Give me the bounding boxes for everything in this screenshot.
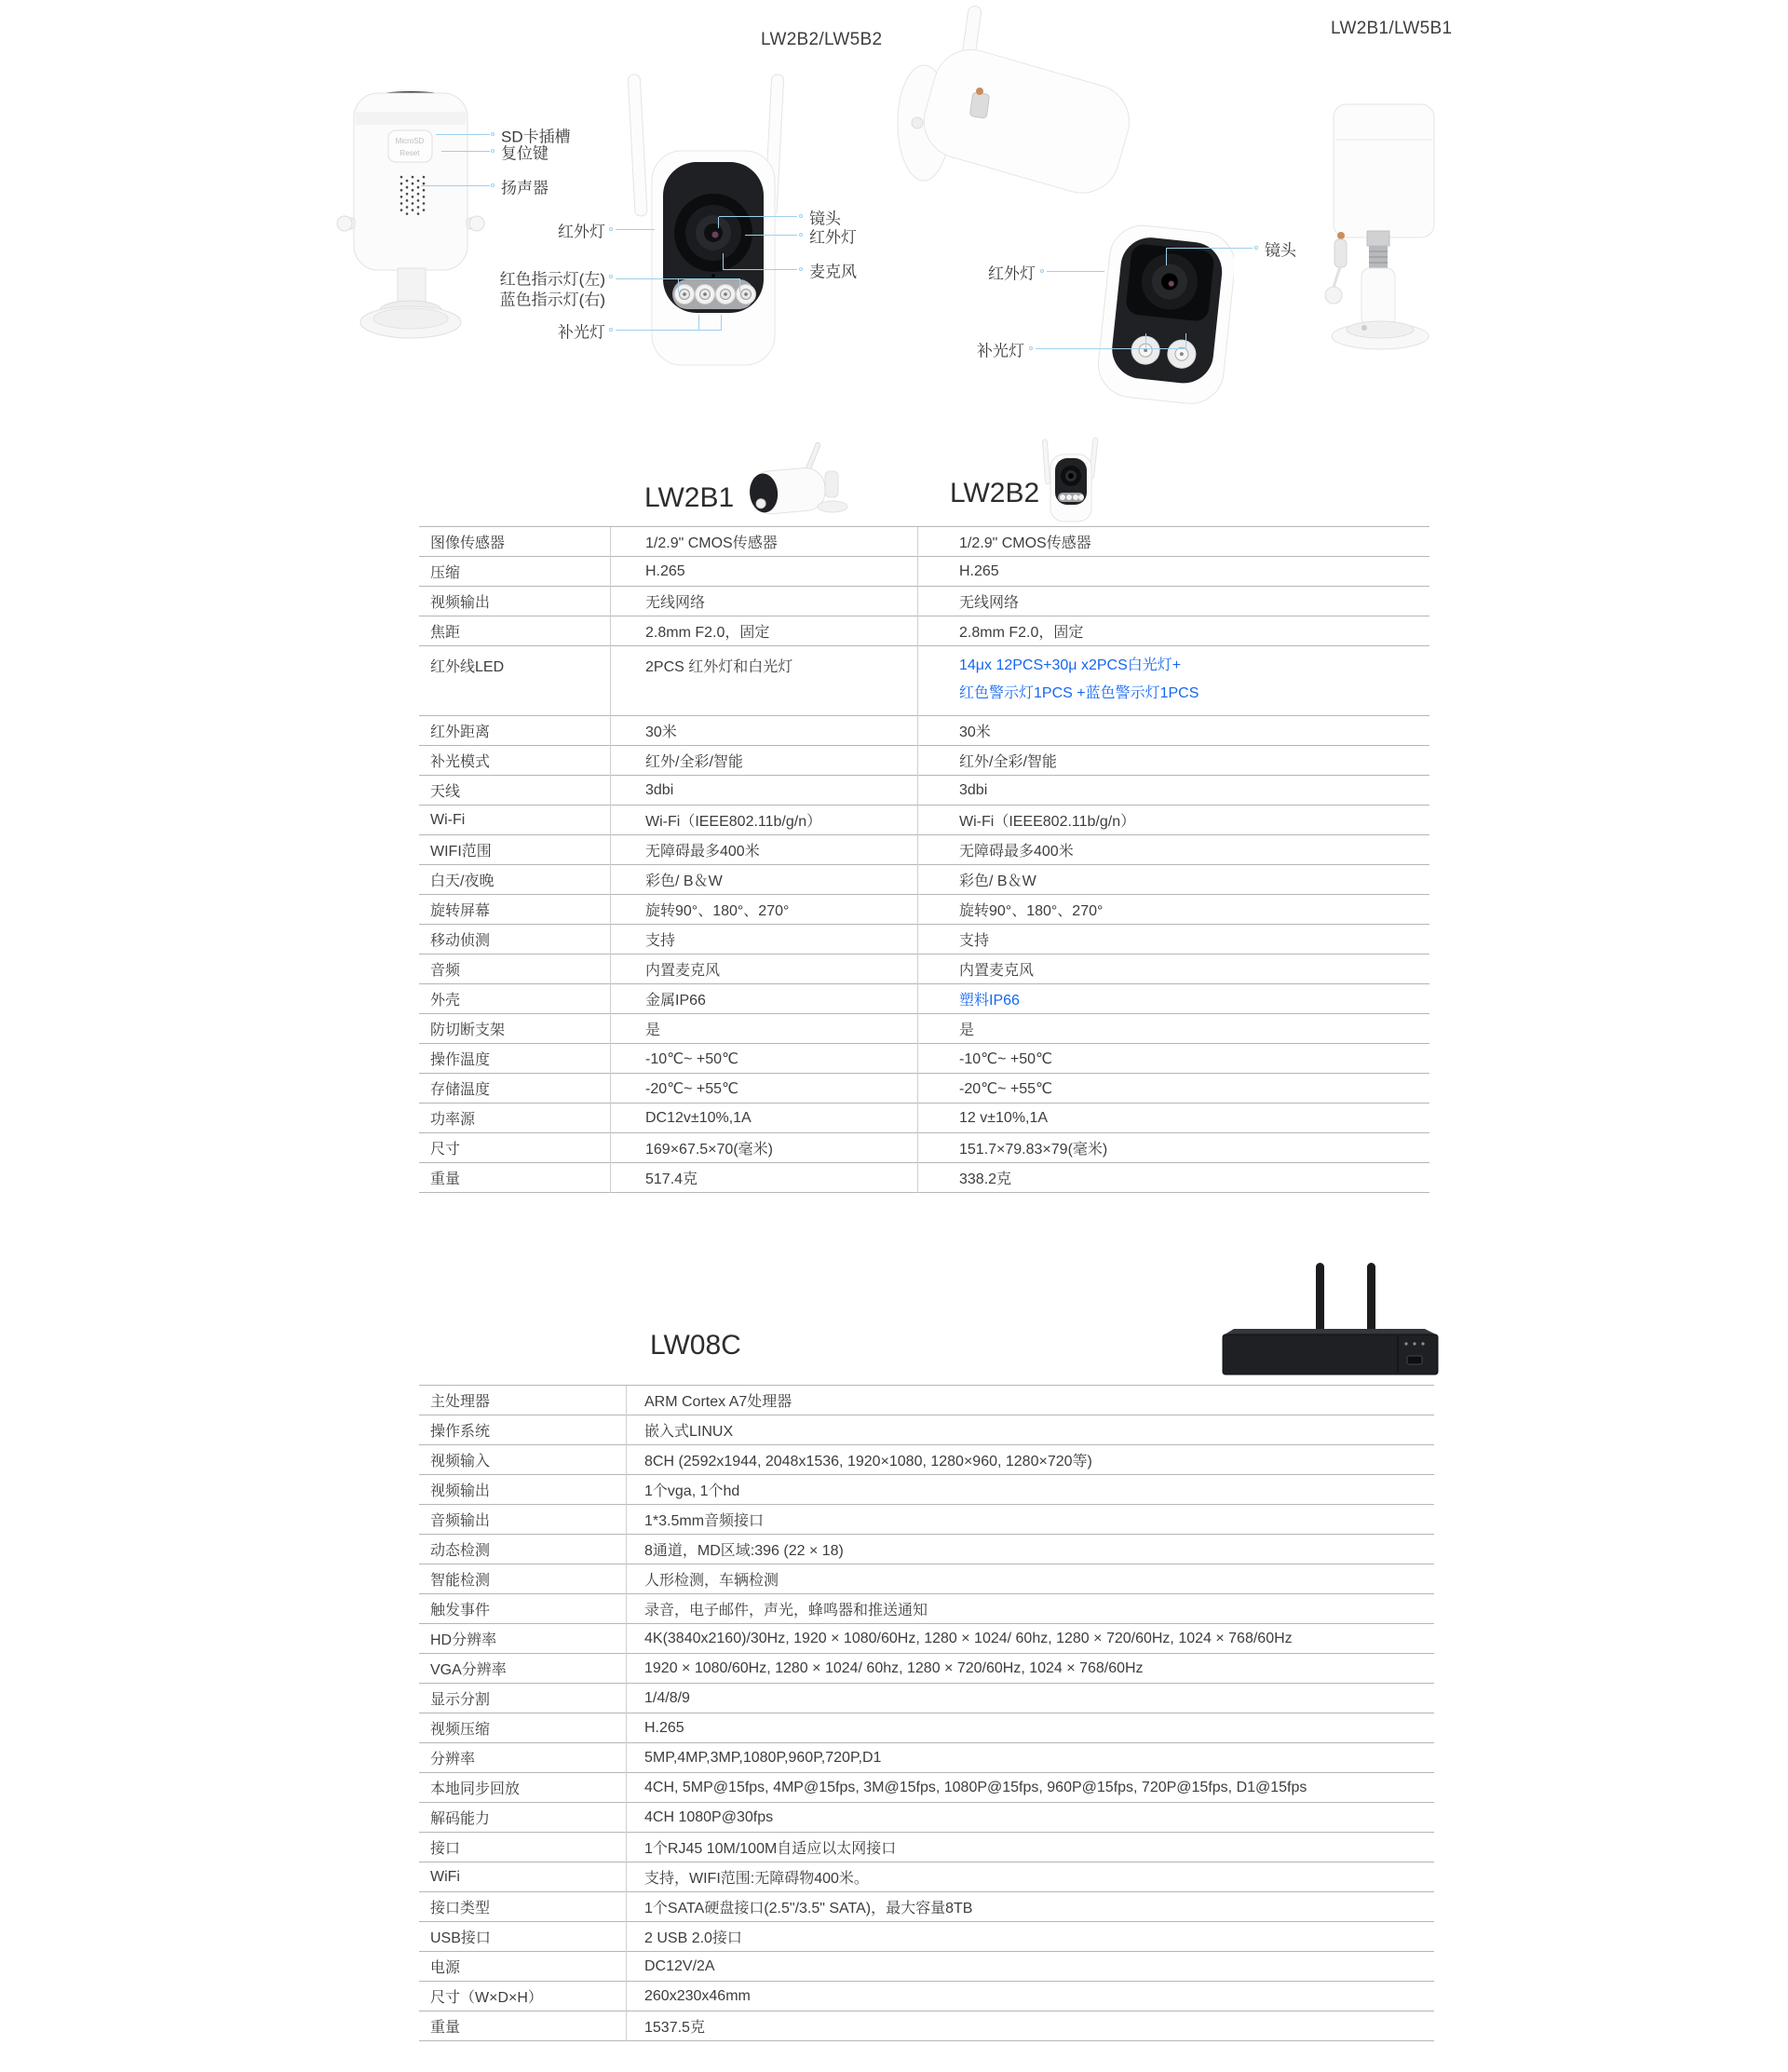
callout-fill-light-lw2b2: 补光灯	[558, 323, 605, 342]
table2-row	[419, 1654, 1434, 1684]
svg-text:Reset: Reset	[400, 149, 420, 157]
spec-label: 接口类型	[430, 1901, 491, 1916]
leader-line	[1145, 333, 1146, 349]
spec-value: 1/4/8/9	[644, 1689, 690, 1706]
spec-value-line: 红色警示灯1PCS +蓝色警示灯1PCS	[959, 685, 1199, 701]
table2-row	[419, 1892, 1434, 1922]
leader-dot	[799, 214, 803, 218]
table2-row	[419, 1713, 1434, 1743]
spec-value-lw2b2: 无线网络	[959, 595, 1020, 611]
spec-label: 视频输出	[430, 595, 491, 611]
spec-value-lw2b2: Wi-Fi（IEEE802.11b/g/n）	[959, 814, 1136, 830]
table1-row	[419, 557, 1429, 587]
spec-value-lw2b1: 金属IP66	[645, 993, 706, 1009]
spec-label: 接口	[430, 1841, 461, 1857]
spec-label: WIFI范围	[430, 844, 492, 860]
callout-lens-lw2b1: 镜头	[1265, 241, 1296, 260]
table2-row	[419, 1773, 1434, 1803]
spec-value-lw2b1: DC12v±10%,1A	[645, 1109, 752, 1126]
table1-row	[419, 646, 1429, 716]
spec-label: 主处理器	[430, 1394, 491, 1410]
spec-value-lw2b2: 12 v±10%,1A	[959, 1109, 1049, 1126]
leader-dot	[609, 227, 613, 231]
spec-label: 压缩	[430, 565, 461, 581]
spec-value: ARM Cortex A7处理器	[644, 1394, 792, 1410]
table2-row	[419, 1535, 1434, 1564]
table2-row	[419, 1803, 1434, 1833]
camera-lw2b2-front-image	[624, 73, 787, 371]
spec-value-lw2b2: 塑料IP66	[959, 993, 1020, 1009]
spec-label: 操作系统	[430, 1424, 491, 1440]
table2-row	[419, 1684, 1434, 1713]
callout-reset-key: 复位键	[501, 144, 549, 163]
leader-line	[1047, 271, 1104, 272]
table1-row	[419, 587, 1429, 616]
spec-value: 人形检测，车辆检测	[644, 1573, 779, 1589]
table2-row	[419, 1624, 1434, 1654]
callout-sd-slot: SD卡插槽	[501, 128, 571, 146]
table1-header-lw2b2: LW2B2	[950, 478, 1040, 508]
table1-thumb-lw2b2	[1036, 436, 1110, 529]
spec-value: 1个RJ45 10M/100M自适应以太网接口	[644, 1841, 897, 1857]
spec-label: 解码能力	[430, 1811, 491, 1827]
table1-row	[419, 806, 1429, 835]
table2-row	[419, 1415, 1434, 1445]
table2-row	[419, 1952, 1434, 1982]
table1-row	[419, 616, 1429, 646]
leader-line	[721, 315, 722, 331]
spec-value-lw2b2: 151.7×79.83×79(毫米)	[959, 1142, 1108, 1158]
leader-line	[1036, 348, 1186, 349]
spec-value-lw2b1: Wi-Fi（IEEE802.11b/g/n）	[645, 814, 822, 830]
spec-label: 音频输出	[430, 1513, 491, 1529]
table2-row	[419, 1833, 1434, 1862]
leader-dot	[609, 328, 613, 332]
spec-value-lw2b2: 彩色/ B＆W	[959, 873, 1036, 889]
column-divider	[626, 1386, 627, 2041]
spec-value: 4CH 1080P@30fps	[644, 1808, 774, 1825]
table2-title-lw08c: LW08C	[650, 1330, 741, 1361]
spec-value: 4K(3840x2160)/30Hz, 1920 × 1080/60Hz, 1280 × 1024/ 60hz, 1280 × 720/60Hz, 1024 × 768/60Hz	[644, 1630, 1293, 1646]
table2-row	[419, 1475, 1434, 1505]
spec-value-lw2b2: 红外/全彩/智能	[959, 754, 1057, 770]
spec-value-lw2b2: -20℃~ +55℃	[959, 1080, 1052, 1097]
leader-line	[719, 216, 797, 217]
spec-label: 红外距离	[430, 725, 491, 740]
nvr-lw08c-image	[1215, 1260, 1443, 1381]
leader-line	[1166, 248, 1253, 249]
leader-dot	[1254, 246, 1258, 250]
spec-value-lw2b1: 内置麦克风	[645, 963, 721, 979]
spec-label: 防切断支架	[430, 1022, 506, 1038]
spec-label: VGA分辨率	[430, 1662, 507, 1678]
spec-label: 焦距	[430, 625, 461, 641]
table1-row	[419, 955, 1429, 984]
spec-value: DC12V/2A	[644, 1957, 715, 1974]
callout-mic: 麦克风	[809, 263, 857, 281]
table1-header-lw2b1: LW2B1	[644, 482, 735, 513]
column-divider	[917, 527, 918, 1193]
spec-value-lw2b2: 旋转90°、180°、270°	[959, 903, 1104, 919]
spec-label: USB接口	[430, 1930, 491, 1946]
spec-value-lw2b2: 1/2.9" CMOS传感器	[959, 535, 1091, 551]
camera-back-view-image	[331, 84, 489, 354]
leader-line	[723, 269, 797, 270]
spec-value: 1537.5克	[644, 2020, 705, 2036]
spec-label: 存储温度	[430, 1082, 491, 1098]
spec-value-lw2b1: 2PCS 红外灯和白光灯	[645, 659, 793, 675]
spec-value: 1个SATA硬盘接口(2.5"/3.5" SATA)，最大容量8TB	[644, 1901, 973, 1916]
spec-label: 图像传感器	[430, 535, 506, 551]
leader-line	[698, 315, 699, 331]
spec-value: 2 USB 2.0接口	[644, 1930, 742, 1946]
spec-value-lw2b2: -10℃~ +50℃	[959, 1050, 1052, 1067]
table2-row	[419, 1386, 1434, 1415]
spec-value-lw2b1: 169×67.5×70(毫米)	[645, 1142, 773, 1158]
spec-label: 操作温度	[430, 1052, 491, 1068]
callout-ir-light-left: 红外灯	[558, 223, 605, 241]
spec-label: HD分辨率	[430, 1632, 497, 1648]
leader-dot	[609, 275, 613, 278]
leader-line	[616, 330, 722, 331]
leader-line	[745, 235, 797, 236]
table1-row	[419, 776, 1429, 806]
spec-value-lw2b1: 3dbi	[645, 781, 674, 798]
spec-value: 4CH, 5MP@15fps, 4MP@15fps, 3M@15fps, 1080P@15fps, 960P@15fps, 720P@15fps, D1@15fps	[644, 1779, 1307, 1795]
spec-label: WiFi	[430, 1868, 460, 1885]
spec-label: 触发事件	[430, 1603, 491, 1618]
spec-label: 视频输入	[430, 1454, 491, 1469]
spec-label: 显示分割	[430, 1692, 491, 1708]
spec-value-lw2b1: 517.4克	[645, 1171, 698, 1187]
spec-value-lw2b1: 是	[645, 1022, 661, 1038]
spec-value-lw2b1: -20℃~ +55℃	[645, 1080, 738, 1097]
spec-label: 视频压缩	[430, 1722, 491, 1738]
spec-value-lw2b1: 1/2.9" CMOS传感器	[645, 535, 778, 551]
spec-label: Wi-Fi	[430, 811, 466, 828]
table1-row	[419, 835, 1429, 865]
table2-row	[419, 1922, 1434, 1952]
spec-value: H.265	[644, 1719, 684, 1736]
table1-row	[419, 1044, 1429, 1074]
spec-value: 支持，WIFI范围:无障碍物400米。	[644, 1871, 869, 1887]
spec-label: 尺寸	[430, 1142, 461, 1158]
spec-value-lw2b1: 30米	[645, 725, 677, 740]
leader-dot	[799, 267, 803, 271]
spec-value-lw2b2	[917, 646, 1429, 715]
spec-value: 8CH (2592x1944, 2048x1536, 1920×1080, 1280×960, 1280×720等)	[644, 1454, 1092, 1469]
table1-row	[419, 984, 1429, 1014]
model-title-lw2b1: LW2B1/LW5B1	[1331, 19, 1453, 38]
table1-row	[419, 1133, 1429, 1163]
table1-row	[419, 1104, 1429, 1133]
spec-label: 天线	[430, 784, 461, 800]
spec-label: 重量	[430, 2020, 461, 2036]
spec-value: 1*3.5mm音频接口	[644, 1513, 765, 1529]
table2-row	[419, 1743, 1434, 1773]
table2-row	[419, 1982, 1434, 2011]
spec-value-lw2b2: 338.2克	[959, 1171, 1012, 1187]
spec-value: 260x230x46mm	[644, 1987, 751, 2004]
leader-dot	[1040, 269, 1044, 273]
spec-value-line: 14μx 12PCS+30μ x2PCS白光灯+	[959, 657, 1182, 673]
spec-value-lw2b1: 支持	[645, 933, 676, 949]
table1-row	[419, 527, 1429, 557]
spec-value-lw2b2: 内置麦克风	[959, 963, 1035, 979]
leader-dot	[491, 183, 494, 187]
leader-line	[616, 229, 655, 230]
callout-lens-lw2b2: 镜头	[809, 210, 841, 228]
leader-dot	[491, 132, 494, 136]
spec-value-lw2b2: 3dbi	[959, 781, 988, 798]
table2-row	[419, 1564, 1434, 1594]
spec-label: 尺寸（W×D×H）	[430, 1990, 543, 2006]
callout-red-indicator: 红色指示灯(左)	[499, 270, 605, 289]
table2-row	[419, 1862, 1434, 1892]
spec-label: 视频输出	[430, 1483, 491, 1499]
leader-line	[1166, 249, 1167, 265]
table2-row	[419, 1445, 1434, 1475]
table2-row	[419, 1505, 1434, 1535]
camera-lw2b1-front-image	[889, 0, 1234, 414]
spec-value: 1个vga, 1个hd	[644, 1483, 740, 1499]
spec-value: 录音，电子邮件，声光，蜂鸣器和推送通知	[644, 1603, 928, 1618]
spec-label: 分辨率	[430, 1752, 476, 1767]
table1-row	[419, 865, 1429, 895]
spec-value-lw2b2: 2.8mm F2.0，固定	[959, 625, 1084, 641]
leader-line	[723, 253, 724, 270]
callout-speaker: 扬声器	[501, 179, 549, 197]
table2-row	[419, 2011, 1434, 2041]
model-title-lw2b2: LW2B2/LW5B2	[761, 30, 883, 49]
spec-value-lw2b1: 红外/全彩/智能	[645, 754, 743, 770]
table2-row	[419, 1594, 1434, 1624]
spec-value-lw2b1: 2.8mm F2.0，固定	[645, 625, 770, 641]
spec-label: 红外线LED	[430, 659, 505, 675]
callout-fill-light-lw2b1: 补光灯	[977, 342, 1024, 360]
leader-line	[678, 279, 679, 292]
spec-value: 嵌入式LINUX	[644, 1424, 734, 1440]
spec-value-lw2b1: 无线网络	[645, 595, 706, 611]
svg-text:MicroSD: MicroSD	[395, 137, 425, 145]
table1-row	[419, 746, 1429, 776]
spec-table-nvr	[419, 1385, 1434, 2041]
spec-value-lw2b1: -10℃~ +50℃	[645, 1050, 738, 1067]
table1-thumb-lw2b1	[734, 440, 855, 525]
spec-label: 补光模式	[430, 754, 491, 770]
spec-label: 重量	[430, 1171, 461, 1187]
leader-line	[718, 217, 719, 228]
spec-table-cameras-rows	[419, 527, 1429, 1193]
leader-line	[739, 279, 740, 292]
table1-row	[419, 1014, 1429, 1044]
spec-table-nvr-rows	[419, 1386, 1434, 2041]
spec-value-lw2b1: 旋转90°、180°、270°	[645, 903, 790, 919]
leader-dot	[491, 149, 494, 153]
leader-line	[1185, 333, 1186, 349]
spec-label: 动态检测	[430, 1543, 491, 1559]
spec-value-lw2b2: 是	[959, 1022, 975, 1038]
callout-ir-light-lw2b1: 红外灯	[988, 264, 1036, 283]
spec-label: 旋转屏幕	[430, 903, 491, 919]
spec-label: 智能检测	[430, 1573, 491, 1589]
spec-label: 白天/夜晚	[430, 873, 494, 889]
leader-line	[421, 185, 490, 186]
table1-row	[419, 1074, 1429, 1104]
spec-value-lw2b1: H.265	[645, 562, 685, 579]
leader-line	[436, 134, 490, 135]
leader-dot	[799, 233, 803, 237]
table1-row	[419, 716, 1429, 746]
table1-row	[419, 895, 1429, 925]
leader-line	[441, 151, 490, 152]
spec-label: 外壳	[430, 993, 461, 1009]
callout-blue-indicator: 蓝色指示灯(右)	[499, 291, 605, 309]
spec-table-cameras	[419, 526, 1429, 1193]
column-divider	[610, 527, 611, 1193]
spec-value: 8通道，MD区域:396 (22 × 18)	[644, 1543, 844, 1559]
spec-label: 本地同步回放	[430, 1781, 521, 1797]
spec-label: 功率源	[430, 1112, 476, 1128]
leader-dot	[1029, 346, 1033, 350]
spec-value-lw2b2: 无障碍最多400米	[959, 844, 1074, 860]
spec-value-lw2b2: 30米	[959, 725, 991, 740]
callout-ir-light-right: 红外灯	[809, 228, 857, 247]
spec-value-lw2b1: 无障碍最多400米	[645, 844, 760, 860]
spec-value-lw2b2: H.265	[959, 562, 999, 579]
table1-row	[419, 1163, 1429, 1193]
spec-value-lw2b2: 支持	[959, 933, 990, 949]
spec-value: 5MP,4MP,3MP,1080P,960P,720P,D1	[644, 1749, 882, 1766]
spec-label: 音频	[430, 963, 461, 979]
spec-label: 电源	[430, 1960, 461, 1976]
table1-row	[419, 925, 1429, 955]
spec-value-lw2b1: 彩色/ B＆W	[645, 873, 723, 889]
spec-label: 移动侦测	[430, 933, 491, 949]
camera-lw2b1-side-image	[1322, 96, 1443, 352]
spec-value: 1920 × 1080/60Hz, 1280 × 1024/ 60hz, 1280 × 720/60Hz, 1024 × 768/60Hz	[644, 1659, 1144, 1676]
